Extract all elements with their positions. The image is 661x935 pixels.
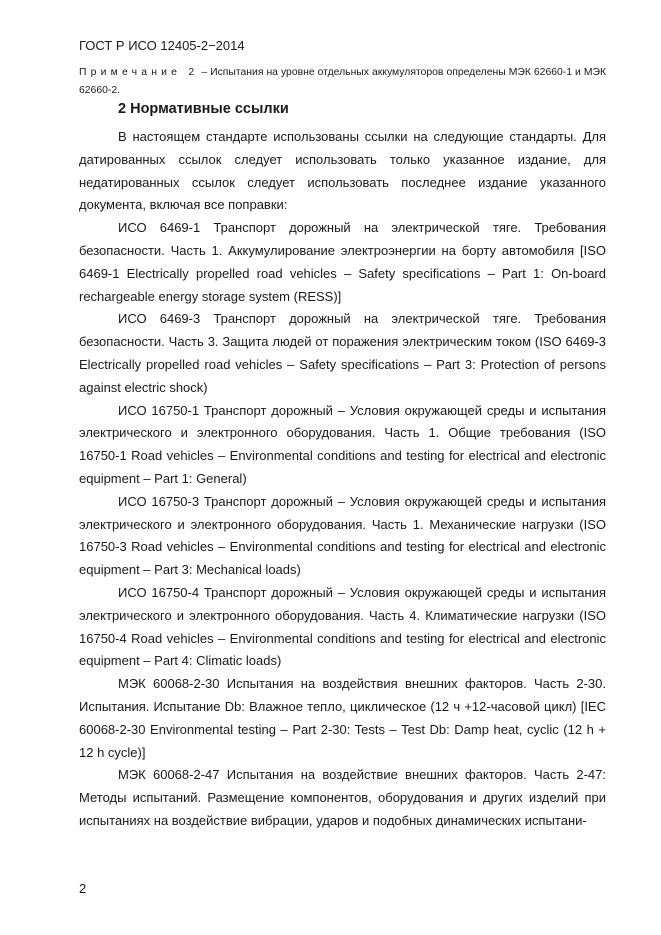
section-body (79, 126, 606, 833)
note-label: Примечание 2 (79, 67, 199, 78)
reference-iec-60068-2-30: МЭК 60068-2-30 Испытания на воздействия внешних факторов. Часть 2-30. Испытания. Испытание Db: Влажное тепло, циклическое (12 ч +12-часовой цикл) [IEC 60068-2-30 Environmental testing – Part 2-30: Tests – Test Db: Damp heat, cyclic (12 h + 12 h cycle)] (79, 676, 606, 760)
intro-paragraph: В настоящем стандарте использованы ссылки на следующие стандарты. Для датированных ссылок следует использовать только указанное издание, для недатированных ссылок следует использовать последнее издание указанного документа, включая все поправки: (79, 129, 606, 213)
reference-iso-6469-1: ИСО 6469-1 Транспорт дорожный на электрической тяге. Требования безопасности. Часть 1. Аккумулирование электроэнергии на борту автомобиля [ISO 6469-1 Electrically propelled road vehicles – Safety specifications – Part 1: On-board rechargeable energy storage system (RESS)] (79, 220, 606, 304)
reference-iso-6469-3: ИСО 6469-3 Транспорт дорожный на электрической тяге. Требования безопасности. Часть 3. Защита людей от поражения электрическим током (ISO 6469-3 Electrically propelled road vehicles – Safety specifications – Part 3: Protection of persons against electric shock) (79, 311, 606, 395)
reference-iec-60068-2-47: МЭК 60068-2-47 Испытания на воздействие внешних факторов. Часть 2-47: Методы испытаний. Размещение компонентов, оборудования и других изделий при испытаниях на воздействие вибрации, ударов и подобных динамических испытани- (79, 767, 606, 828)
reference-iso-16750-1: ИСО 16750-1 Транспорт дорожный – Условия окружающей среды и испытания электрического и электронного оборудования. Часть 1. Общие требования (ISO 16750-1 Road vehicles – Environmental conditions and testing for electrical and electronic equipment – Part 1: General) (79, 402, 606, 486)
reference-iso-16750-3: ИСО 16750-3 Транспорт дорожный – Условия окружающей среды и испытания электрического и электронного оборудования. Часть 1. Механические нагрузки (ISO 16750-3 Road vehicles – Environmental conditions and testing for electrical and electronic equipment – Part 3: Mechanical loads) (79, 493, 606, 578)
note-text: – Испытания на уровне отдельных аккумуляторов определены МЭК 62660-1 и МЭК 62660-2. (79, 67, 606, 96)
page-number: 2 (79, 881, 87, 896)
document-header: ГОСТ Р ИСО 12405-2−2014 (79, 38, 245, 53)
reference-iso-16750-4: ИСО 16750-4 Транспорт дорожный – Условия окружающей среды и испытания электрического и электронного оборудования. Часть 4. Климатические нагрузки (ISO 16750-4 Road vehicles – Environmental conditions and testing for electrical and electronic equipment – Part 4: Climatic loads) (79, 584, 606, 669)
note (79, 64, 606, 100)
section-title: 2 Нормативные ссылки (118, 101, 289, 117)
